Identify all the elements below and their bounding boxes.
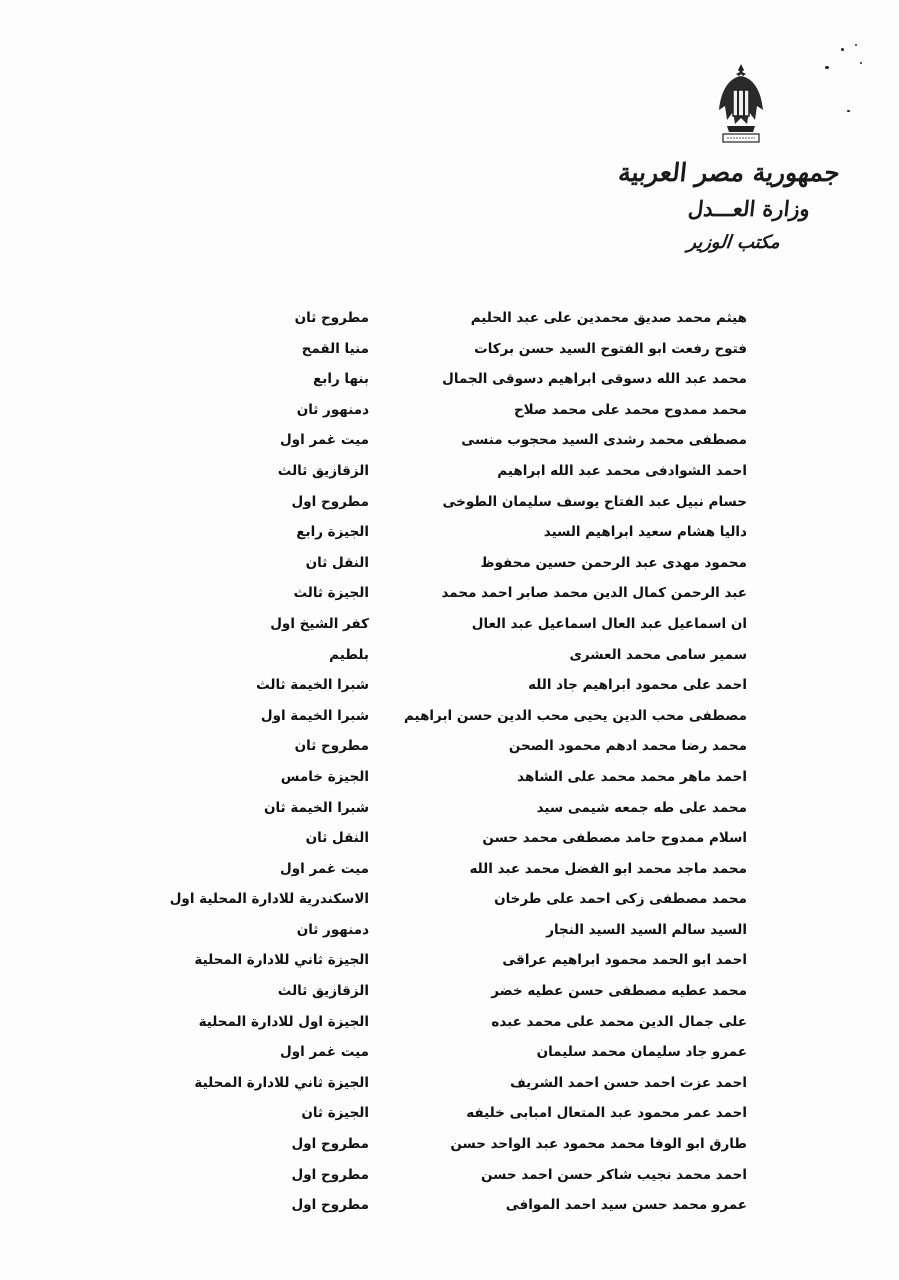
assignment-location: مطروح ثان xyxy=(294,310,369,326)
list-item xyxy=(0,487,899,518)
assignment-location: الجيزة ثان xyxy=(301,1105,369,1122)
list-item xyxy=(0,701,899,732)
list-item xyxy=(0,395,899,426)
assignment-location: منيا القمح xyxy=(301,340,369,357)
list-item xyxy=(0,823,899,854)
person-name: احمد عمر محمود عبد المتعال امبابى خليفه xyxy=(466,1105,747,1122)
person-name: محمد ممدوح محمد على محمد صلاح xyxy=(513,401,747,418)
list-item xyxy=(0,1098,899,1129)
assignment-location: ميت غمر اول xyxy=(280,432,369,449)
list-item xyxy=(0,1190,899,1221)
list-item xyxy=(0,364,899,395)
person-name: السيد سالم السيد السيد النجار xyxy=(546,921,747,938)
assignment-location: الجيزة ثاني للادارة المحلية xyxy=(194,952,369,969)
person-name: حسام نبيل عبد الفتاح يوسف سليمان الطوخى xyxy=(442,493,747,510)
list-item xyxy=(0,793,899,824)
person-name: طارق ابو الوفا محمد محمود عبد الواحد حسن xyxy=(450,1136,747,1153)
person-name: اسلام ممدوح حامد مصطفى محمد حسن xyxy=(482,830,747,847)
person-name: احمد محمد نجيب شاكر حسن احمد حسن xyxy=(481,1166,747,1183)
person-name: سمير سامى محمد العشرى xyxy=(569,646,747,663)
list-item xyxy=(0,1007,899,1038)
list-item xyxy=(0,670,899,701)
person-name: مصطفى محب الدين يحيى محب الدين حسن ابراهيم xyxy=(403,707,747,724)
assignment-location: شبرا الخيمة ثالث xyxy=(256,677,369,694)
person-name: محمد رضا محمد ادهم محمود الصحن xyxy=(508,738,747,755)
assignment-location: مطروح اول xyxy=(291,1166,369,1183)
list-item xyxy=(0,303,899,334)
person-name: احمد ابو الحمد محمود ابراهيم عراقى xyxy=(502,952,747,969)
list-item xyxy=(0,854,899,885)
list-item xyxy=(0,1129,899,1160)
assignment-location: الزقازيق ثالث xyxy=(277,983,369,1000)
assignment-location: دمنهور ثان xyxy=(296,921,369,938)
list-item xyxy=(0,609,899,640)
list-item xyxy=(0,1160,899,1191)
assignment-location: ميت غمر اول xyxy=(280,1044,369,1061)
list-item xyxy=(0,578,899,609)
person-name: احمد على محمود ابراهيم جاد الله xyxy=(528,677,747,694)
person-name: محمد عبد الله دسوقى ابراهيم دسوقى الجمال xyxy=(442,371,747,388)
person-name: احمد عزت احمد حسن احمد الشريف xyxy=(510,1074,747,1091)
assignment-location: مطروح اول xyxy=(291,1136,369,1153)
names-list xyxy=(0,303,899,1221)
assignment-location: الجيزة ثاني للادارة المحلية xyxy=(194,1074,369,1091)
list-item xyxy=(0,1068,899,1099)
person-name: احمد ماهر محمد محمد على الشاهد xyxy=(517,768,747,785)
letterhead-country: جمهورية مصر العربية xyxy=(616,158,841,187)
person-name: عمرو جاد سليمان محمد سليمان xyxy=(536,1044,747,1061)
person-name: مصطفى محمد رشدى السيد محجوب منسى xyxy=(461,432,747,449)
list-item xyxy=(0,548,899,579)
person-name: داليا هشام سعيد ابراهيم السيد xyxy=(543,524,747,541)
assignment-location: الجيزة اول للادارة المحلية xyxy=(198,1013,369,1030)
assignment-location: كفر الشيخ اول xyxy=(270,615,369,632)
letterhead xyxy=(618,158,839,262)
list-item xyxy=(0,976,899,1007)
person-name: محمد على طه جمعه شيمى سيد xyxy=(536,799,747,816)
list-item xyxy=(0,425,899,456)
assignment-location: بلطيم xyxy=(329,646,369,663)
assignment-location: الجيزة خامس xyxy=(280,768,369,785)
eagle-emblem-icon xyxy=(717,62,765,146)
person-name: فتوح رفعت ابو الفتوح السيد حسن بركات xyxy=(474,340,747,357)
assignment-location: النقل ثان xyxy=(305,554,369,571)
list-item xyxy=(0,1037,899,1068)
list-item xyxy=(0,884,899,915)
person-name: على جمال الدين محمد على محمد عبده xyxy=(491,1013,747,1030)
letterhead-ministry: وزارة العـــدل xyxy=(686,196,811,221)
assignment-location: الجيزة رابع xyxy=(296,524,369,541)
assignment-location: الاسكندرية للادارة المحلية اول xyxy=(169,891,369,908)
assignment-location: مطروح اول xyxy=(291,1197,369,1214)
scan-specks xyxy=(815,40,875,130)
assignment-location: الجيزة ثالث xyxy=(293,585,369,602)
person-name: عبد الرحمن كمال الدين محمد صابر احمد محمد xyxy=(441,585,747,602)
list-item xyxy=(0,762,899,793)
person-name: محمود مهدى عبد الرحمن حسين محفوظ xyxy=(480,554,747,571)
list-item xyxy=(0,640,899,671)
person-name: هيثم محمد صديق محمدين على عبد الحليم xyxy=(470,310,747,326)
list-item xyxy=(0,456,899,487)
list-item xyxy=(0,731,899,762)
list-item xyxy=(0,334,899,365)
person-name: احمد الشوادفى محمد عبد الله ابراهيم xyxy=(497,462,747,479)
assignment-location: بنها رابع xyxy=(313,371,369,388)
letterhead-office: مكتب الوزير xyxy=(685,232,781,253)
person-name: محمد مصطفى زكى احمد على طرخان xyxy=(494,891,747,908)
assignment-location: دمنهور ثان xyxy=(296,401,369,418)
person-name: محمد ماجد محمد ابو الفضل محمد عبد الله xyxy=(469,860,747,877)
assignment-location: مطروح اول xyxy=(291,493,369,510)
assignment-location: شبرا الخيمة اول xyxy=(260,707,369,724)
person-name: عمرو محمد حسن سيد احمد الموافى xyxy=(505,1197,747,1214)
assignment-location: ميت غمر اول xyxy=(280,860,369,877)
assignment-location: مطروح ثان xyxy=(294,738,369,755)
person-name: ان اسماعيل عبد العال اسماعيل عبد العال xyxy=(471,615,747,632)
assignment-location: الزقازيق ثالث xyxy=(277,462,369,479)
list-item xyxy=(0,945,899,976)
assignment-location: شبرا الخيمة ثان xyxy=(263,799,369,816)
assignment-location: النقل ثان xyxy=(305,830,369,847)
person-name: محمد عطيه مصطفى حسن عطيه خضر xyxy=(491,983,747,1000)
list-item xyxy=(0,915,899,946)
list-item xyxy=(0,517,899,548)
